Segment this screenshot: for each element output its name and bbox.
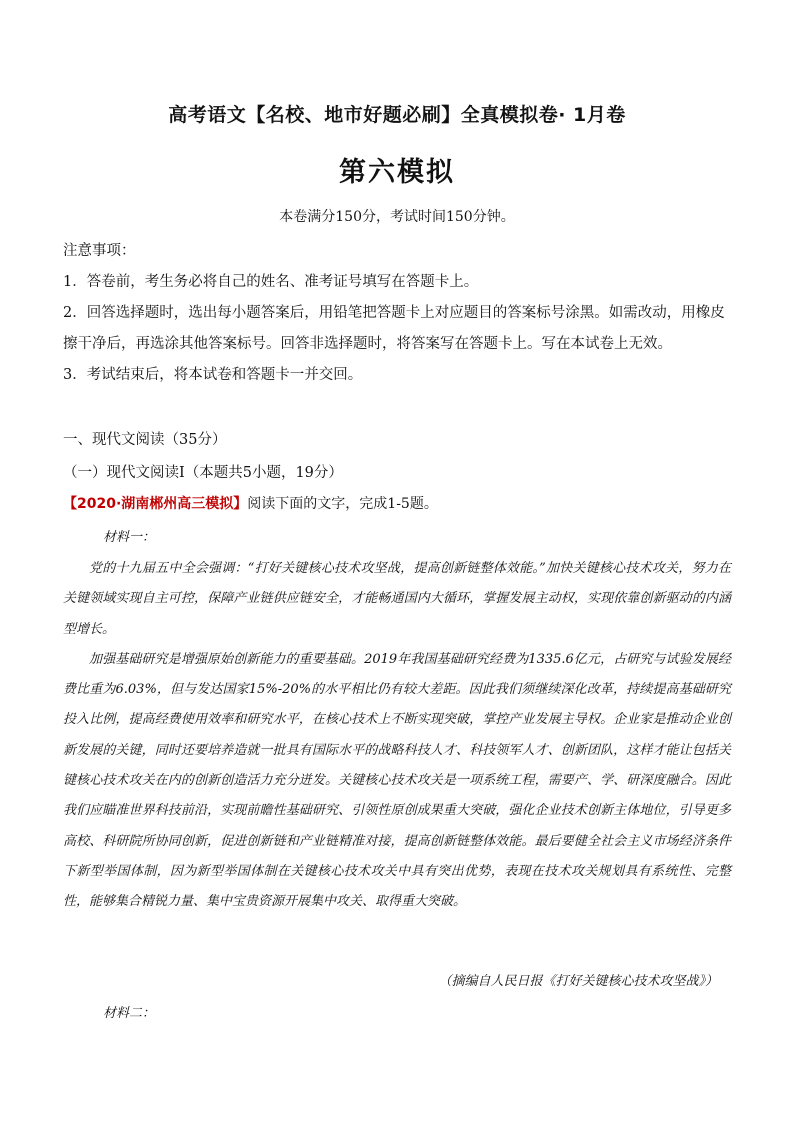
material-label: 材料二： bbox=[103, 1006, 156, 1021]
material-one-passage bbox=[63, 554, 731, 918]
subsection-heading: （一）现代文阅读Ⅰ（本题共5小题，19分） bbox=[63, 465, 343, 481]
page-subtitle: 第六模拟 bbox=[339, 157, 455, 188]
passage-paragraph: 加强基础研究是增强原始创新能力的重要基础。2019年我国基础研究经费为1335.6亿元，占研究与试验发展经费比重为6.03%，但与发达国家15%-20%的水平相比仍有较大差距。因此我们须继续深化改革，持续提高基础研究投入比例，提高经费使用效率和研究水平，在核心技术上不断实现突破，掌控产业发展主导权。企业家是推动企业创新发展的关键，同时还要培养造就一批具有国际水平的战略科技人才、科技领军人才、创新团队，这样才能让包括关键核心技术攻关在内的创新创造活力充分迸发。关键核心技术攻关是一项系统工程，需要产、学、研深度融合。因此我们应瞄准世界科技前沿，实现前瞻性基础研究、引领性原创成果重大突破，强化企业技术创新主体地位，引导更多高校、科研院所协同创新，促进创新链和产业链精准对接，提高创新链整体效能。最后要健全社会主义市场经济条件下新型举国体制，因为新型举国体制在关键核心技术攻关中具有突出优势，表现在技术攻关规划具有系统性、完整性，能够集合精锐力量、集中宝贵资源开展集中攻关、取得重大突破。 bbox=[63, 651, 731, 910]
instruction-item: 1．答卷前，考生务必将自己的姓名、准考证号填写在答题卡上。 bbox=[63, 274, 479, 290]
exam-info: 本卷满分150分，考试时间150分钟。 bbox=[279, 209, 515, 225]
section-heading: 一、现代文阅读（35分） bbox=[63, 432, 227, 448]
source-tag: 【2020·湖南郴州高三模拟】 bbox=[63, 496, 248, 512]
citation: （摘编自人民日报《打好关键核心技术攻坚战》） bbox=[438, 974, 718, 989]
instruction-item: 2．回答选择题时，选出每小题答案后，用铅笔把答题卡上对应题目的答案标号涂黑。如需改动，用橡皮擦干净后，再选涂其他答案标号。回答非选择题时，将答案写在答题卡上。写在本试卷上无效。 bbox=[63, 305, 725, 352]
instructions-heading: 注意事项： bbox=[63, 243, 136, 259]
question-intro bbox=[63, 493, 438, 513]
reading-instruction: 阅读下面的文字，完成1-5题。 bbox=[247, 496, 438, 512]
instruction-item: 3．考试结束后，将本试卷和答题卡一并交回。 bbox=[63, 367, 363, 383]
material-label: 材料一： bbox=[103, 530, 156, 545]
passage-paragraph: 党的十九届五中全会强调：“打好关键核心技术攻坚战，提高创新链整体效能。”加快关键核心技术攻关，努力在关键领域实现自主可控，保障产业链供应链安全，才能畅通国内大循环，掌握发展主动权，实现依靠创新驱动的内涵型增长。 bbox=[63, 561, 731, 637]
instructions-block bbox=[63, 236, 733, 391]
page-title: 高考语文【名校、地市好题必刷】全真模拟卷· 1月卷 bbox=[168, 104, 626, 126]
